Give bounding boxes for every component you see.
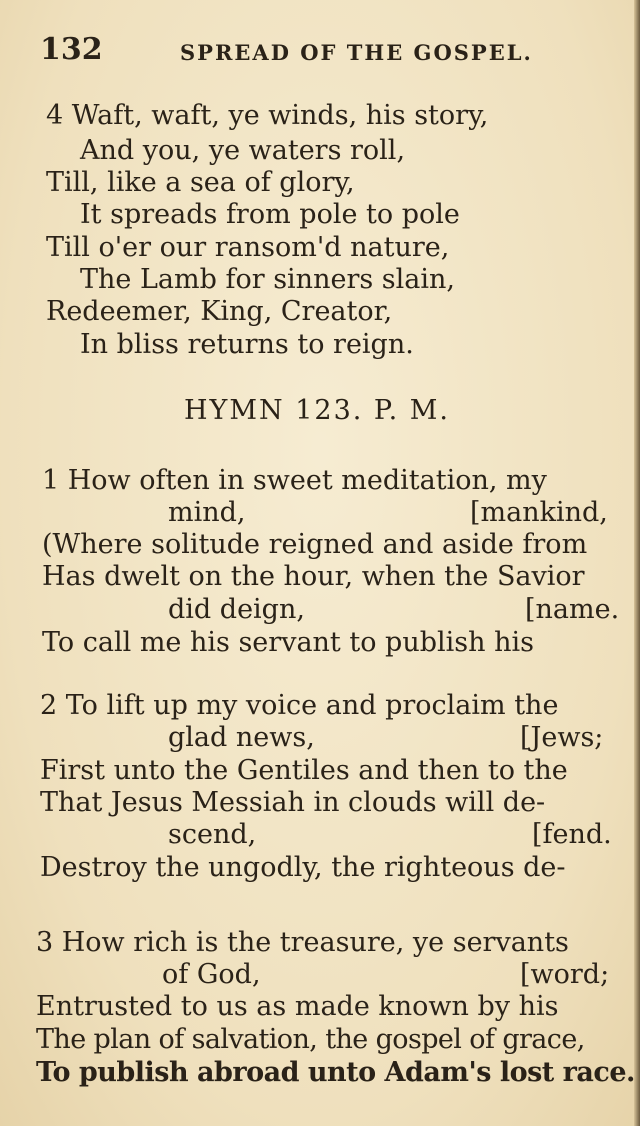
verse-line: Entrusted to us as made known by his <box>36 991 559 1022</box>
running-head: SPREAD OF THE GOSPEL. <box>180 40 533 65</box>
verse-line: It spreads from pole to pole <box>80 199 460 230</box>
verse-line: First unto the Gentiles and then to the <box>40 755 568 786</box>
verse-line: To publish abroad unto Adam's lost race. <box>36 1057 635 1088</box>
verse-line: [Jews; <box>520 722 604 753</box>
page-header <box>40 30 600 70</box>
verse-line: In bliss returns to reign. <box>80 329 414 360</box>
verse-line: scend, <box>168 819 257 850</box>
verse-line: The Lamb for sinners slain, <box>80 264 455 295</box>
verse-line: of God, <box>162 959 261 990</box>
verse-line: 4 Waft, waft, ye winds, his story, <box>46 100 489 131</box>
page-number: 132 <box>40 32 103 67</box>
verse-line: Till, like a sea of glory, <box>46 167 355 198</box>
verse-line: [name. <box>525 594 620 625</box>
verse-line: That Jesus Messiah in clouds will de- <box>40 787 546 818</box>
verse-line: And you, ye waters roll, <box>80 135 406 166</box>
verse-line: 2 To lift up my voice and proclaim the <box>40 690 559 721</box>
verse-line: Till o'er our ransom'd nature, <box>46 232 450 263</box>
verse-line: glad news, <box>168 722 315 753</box>
verse-line: The plan of salvation, the gospel of grace, <box>36 1024 585 1055</box>
verse-line: [fend. <box>532 819 612 850</box>
verse-line: [word; <box>520 959 610 990</box>
verse-line: [mankind, <box>470 497 608 528</box>
verse-line: did deign, <box>168 594 305 625</box>
verse-line: 1 How often in sweet meditation, my <box>42 465 547 496</box>
verse-line: Redeemer, King, Creator, <box>46 296 393 327</box>
verse-line: (Where solitude reigned and aside from <box>42 529 588 560</box>
verse-line: 3 How rich is the treasure, ye servants <box>36 927 569 958</box>
verse-line: To call me his servant to publish his <box>42 627 534 658</box>
hymn-title: HYMN 123. P. M. <box>184 395 451 426</box>
verse-line: Has dwelt on the hour, when the Savior <box>42 561 585 592</box>
verse-line: mind, <box>168 497 246 528</box>
page-edge <box>634 0 640 1126</box>
verse-line: Destroy the ungodly, the righteous de- <box>40 852 566 883</box>
